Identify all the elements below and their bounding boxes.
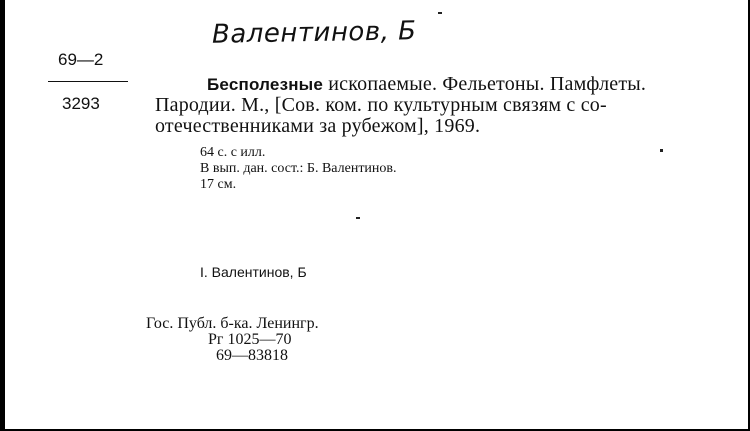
imprint-line: Гос. Публ. б-ка. Ленингр. (146, 315, 319, 332)
shelf-mark-divider (48, 81, 128, 82)
speck (660, 149, 663, 152)
library-imprint (146, 316, 319, 364)
imprint-line: 69—83818 (216, 347, 288, 364)
entry-title-lead: Бесполезные (207, 75, 324, 94)
shelf-mark: 69—2 (58, 50, 104, 69)
entry-line (155, 116, 750, 137)
entry-line (155, 74, 750, 95)
collation-line: 17 см. (200, 177, 237, 192)
card-edge-left (0, 0, 5, 431)
added-entry-tracing: I. Валентинов, Б (200, 264, 307, 280)
speck (438, 12, 442, 14)
inventory-number: 3293 (62, 94, 100, 113)
bibliographic-entry (155, 74, 750, 137)
entry-text: отечественниками за рубежом], 1969. (155, 115, 481, 137)
collation-line: 64 с. с илл. (200, 145, 266, 160)
collation-line: В вып. дан. сост.: Б. Валентинов. (200, 161, 397, 176)
entry-text: ископаемые. Фельетоны. Памфлеты. (323, 73, 647, 95)
handwritten-author-heading: Валентинов, Б (211, 16, 417, 50)
entry-line (155, 95, 750, 116)
speck (356, 217, 360, 219)
collation-notes (200, 145, 397, 193)
imprint-line: Рг 1025—70 (208, 331, 292, 348)
entry-text: Пародии. М., [Сов. ком. по культурным связям с со- (155, 94, 607, 116)
